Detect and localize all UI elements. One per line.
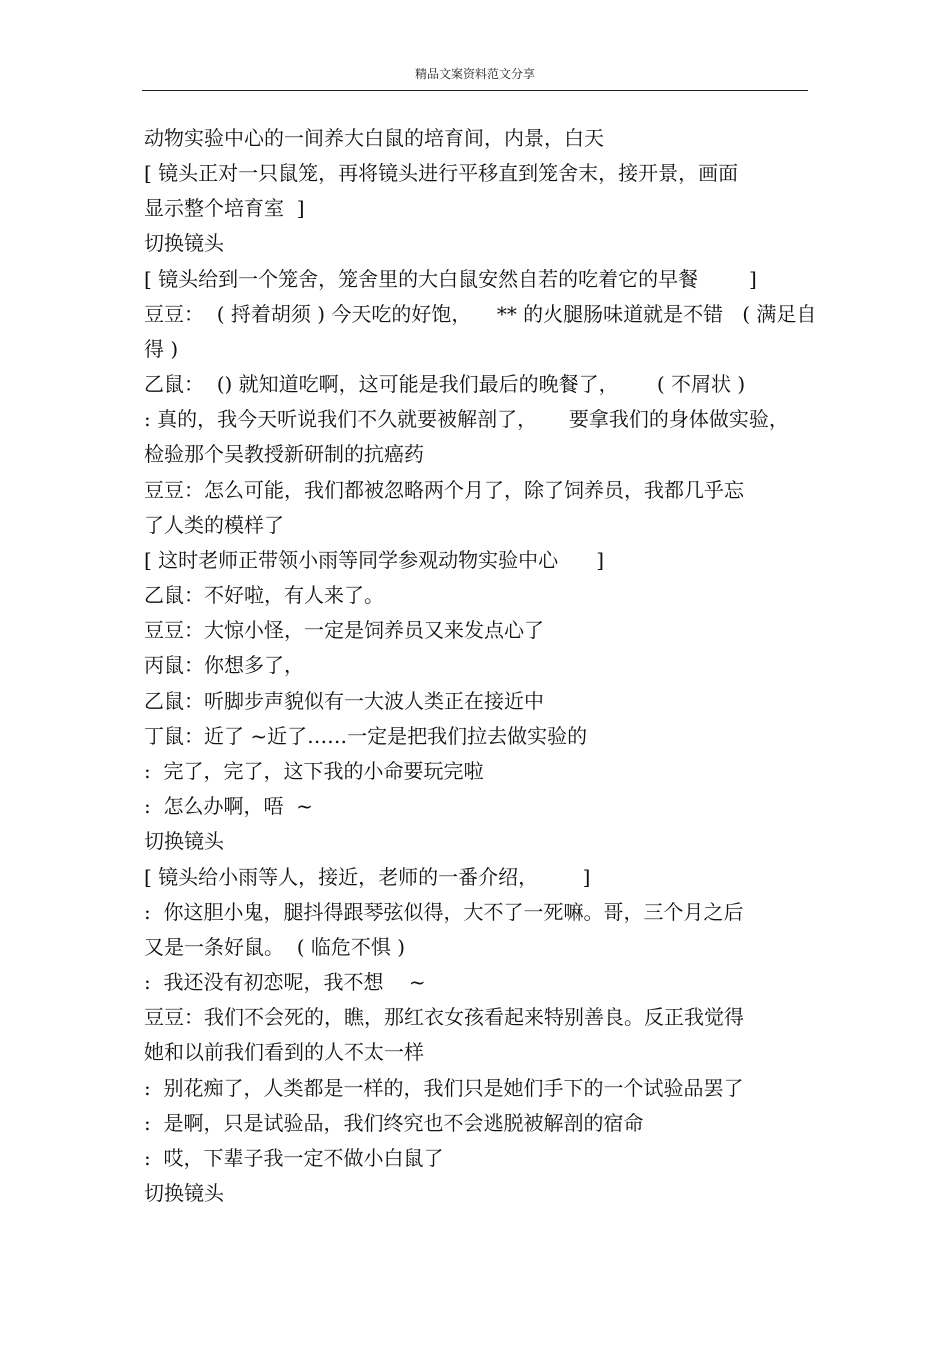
text-line: [ 镜头正对一只鼠笼，再将镜头进行平移直到笼舍末，接开景，画面 [144,161,739,185]
text-line: 豆豆：我们不会死的，瞧，那红衣女孩看起来特别善良。反正我觉得 [144,1005,744,1029]
text-line: 丙鼠：你想多了， [144,653,304,677]
page-header: 精品文案资料范文分享 [414,67,535,81]
text-line: : 完了，完了，这下我的小命要玩完啦 [144,759,484,783]
text-line: 了人类的模样了 [144,513,284,537]
text-line: 检验那个吴教授新研制的抗癌药 [144,442,424,466]
text-line: [ 镜头给小雨等人，接近，老师的一番介绍， ] [144,865,591,889]
text-line: 切换镜头 [144,231,224,255]
text-line: 乙鼠： () 就知道吃啊，这可能是我们最后的晚餐了， ( 不屑状 ) [144,372,746,396]
text-line: 得 ) [144,337,179,361]
text-line: 又是一条好鼠。 ( 临危不惧 ) [144,935,406,959]
text-line: 乙鼠：听脚步声貌似有一大波人类正在接近中 [144,689,544,713]
text-line: [ 镜头给到一个笼舍，笼舍里的大白鼠安然自若的吃着它的早餐 ] [144,267,757,291]
text-line: 切换镜头 [144,829,224,853]
text-line: : 你这胆小鬼，腿抖得跟琴弦似得，大不了一死嘛。哥，三个月之后 [144,900,744,924]
text-line: : 怎么办啊，唔 ~ [144,794,313,818]
text-line: 她和以前我们看到的人不太一样 [144,1040,424,1064]
text-line: 显示整个培育室 ] [144,196,305,220]
text-line: 动物实验中心的一间养大白鼠的培育间，内景，白天 [144,126,604,150]
text-line: 丁鼠：近了 ~近了……一定是把我们拉去做实验的 [144,724,588,748]
text-line: : 我还没有初恋呢，我不想 ~ [144,970,426,994]
text-line: : 是啊，只是试验品，我们终究也不会逃脱被解剖的宿命 [144,1111,644,1135]
header-rule [142,90,808,91]
text-line: 乙鼠：不好啦，有人来了。 [144,583,384,607]
text-line: 豆豆： ( 捋着胡须 ) 今天吃的好饱， ** 的火腿肠味道就是不错 ( 满足自 [144,302,817,326]
text-line: : 哎，下辈子我一定不做小白鼠了 [144,1146,444,1170]
text-line: 豆豆：大惊小怪，一定是饲养员又来发点心了 [144,618,544,642]
text-line: [ 这时老师正带领小雨等同学参观动物实验中心 ] [144,548,605,572]
text-line: : 别花痴了，人类都是一样的，我们只是她们手下的一个试验品罢了 [144,1076,744,1100]
text-line: : 真的，我今天听说我们不久就要被解剖了， 要拿我们的身体做实验， [144,407,789,431]
text-line: 切换镜头 [144,1181,224,1205]
text-line: 豆豆：怎么可能，我们都被忽略两个月了，除了饲养员，我都几乎忘 [144,478,744,502]
